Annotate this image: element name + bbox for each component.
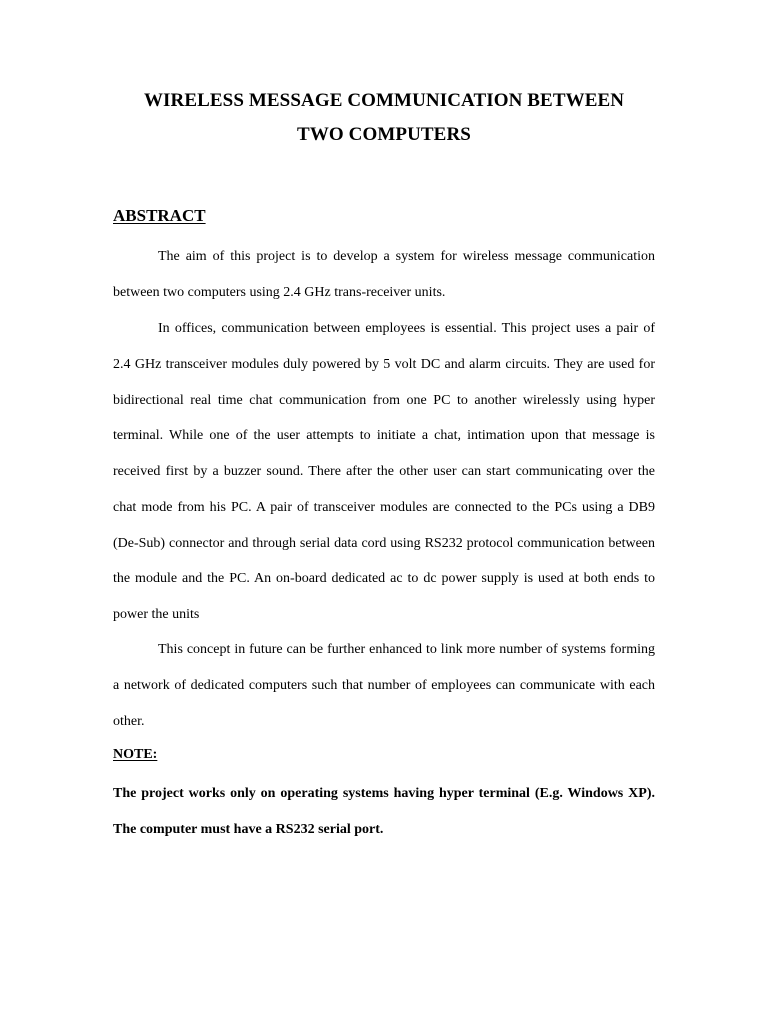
note-heading: NOTE: — [113, 747, 158, 762]
abstract-paragraph-2: In offices, communication between employees is essential. This project uses a pair of 2.4 GHz transceiver modules duly powered by 5 volt DC and alarm circuits. They are used for bidirectional real time chat communication from one PC to another wirelessly using hyper terminal. While one of the user attempts to initiate a chat, intimation upon that message is received first by a buzzer sound. There after the other user can start communicating over the chat mode from his PC. A pair of transceiver modules are connected to the PCs using a DB9 (De-Sub) connector and through serial data cord using RS232 protocol communication between the module and the PC. An on-board dedicated ac to dc power supply is used at both ends to power the units — [113, 321, 655, 622]
note-text: The project works only on operating systems having hyper terminal (E.g. Windows XP). The computer must have a RS232 serial port. — [113, 786, 655, 837]
document-title-line-2: TWO COMPUTERS — [297, 124, 471, 145]
abstract-heading: ABSTRACT — [113, 206, 206, 225]
abstract-paragraph-3: This concept in future can be further enhanced to link more number of systems forming a network of dedicated computers such that number of employees can communicate with each other. — [113, 642, 655, 729]
abstract-paragraph-1: The aim of this project is to develop a system for wireless message communication between two computers using 2.4 GHz trans-receiver units. — [113, 249, 655, 300]
document-title-line-1: WIRELESS MESSAGE COMMUNICATION BETWEEN — [143, 90, 625, 111]
